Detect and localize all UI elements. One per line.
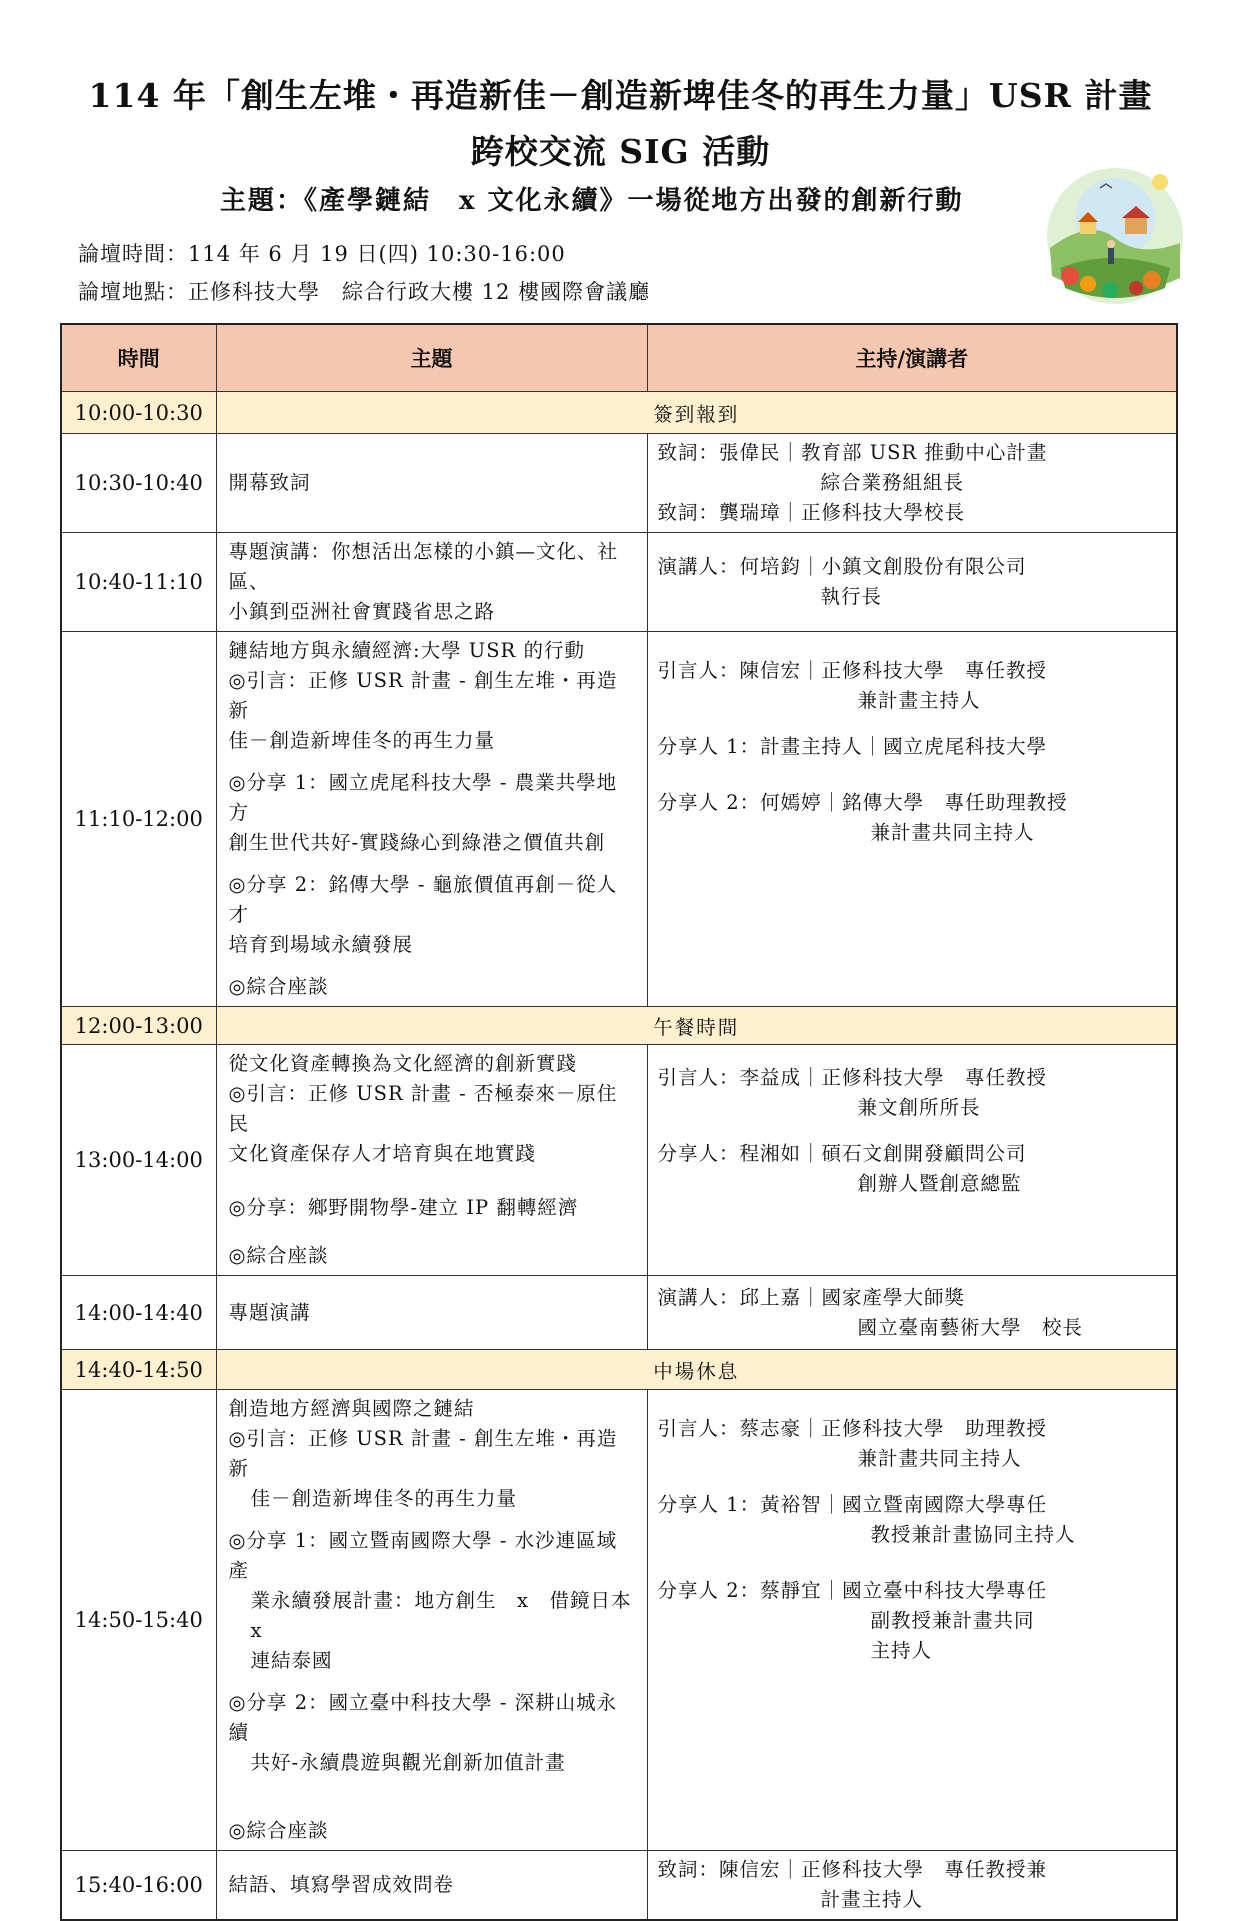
host-line: 副教授兼計畫共同 (870, 1609, 1035, 1632)
row-topic: 結語、填寫學習成效問卷 (228, 1873, 455, 1896)
host-line: 兼計畫共同主持人 (870, 821, 1035, 844)
host-line: 演講人：何培鈞｜小鎮文創股份有限公司 (657, 555, 1027, 578)
header-time: 時間 (61, 324, 216, 392)
topic-line: 從文化資產轉換為文化經濟的創新實踐 (228, 1052, 578, 1075)
row-topic: 簽到報到 (216, 392, 1177, 434)
host-line: 國立臺南藝術大學 校長 (857, 1315, 1084, 1339)
topic-line: 文化資產保存人才培育與在地實踐 (228, 1142, 537, 1165)
host-line: 創辦人暨創意總監 (857, 1172, 1022, 1195)
topic-line: ◎引言：正修 USR 計畫 - 創生左堆・再造新 (228, 669, 618, 722)
topic-line: 鏈結地方與永續經濟:大學 USR 的行動 (228, 639, 585, 662)
topic-line: ◎綜合座談 (228, 1244, 329, 1267)
topic-line: 佳－創造新埤佳冬的再生力量 (228, 729, 496, 752)
topic-line: ◎分享 1：國立虎尾科技大學 - 農業共學地方 (228, 771, 618, 824)
host-line: 分享人 1：計畫主持人｜國立虎尾科技大學 (657, 735, 1048, 758)
row-topic: 專題演講 (228, 1300, 311, 1324)
agenda-table (60, 323, 1178, 1921)
header-host: 主持/演講者 (647, 324, 1177, 392)
row-time: 14:50-15:40 (61, 1390, 216, 1851)
row-time: 10:00-10:30 (61, 392, 216, 434)
topic-line: 創造地方經濟與國際之鏈結 (228, 1397, 475, 1420)
topic-line: ◎綜合座談 (228, 1819, 329, 1842)
row-topic: 開幕致詞 (228, 471, 311, 494)
row-time: 10:40-11:10 (61, 533, 216, 632)
topic-line: 連結泰國 (250, 1649, 333, 1672)
topic-line: ◎分享：鄉野開物學-建立 IP 翻轉經濟 (228, 1196, 579, 1219)
host-line: 引言人：李益成｜正修科技大學 專任教授 (657, 1066, 1048, 1089)
topic-line: 創生世代共好-實踐綠心到綠港之價值共創 (228, 831, 606, 854)
row-topic: 午餐時間 (216, 1007, 1177, 1045)
main-title-line2: 跨校交流 SIG 活動 (470, 132, 771, 171)
forum-place: 論壇地點：正修科技大學 綜合行政大樓 12 樓國際會議廳 (78, 280, 651, 304)
host-line: 分享人：程湘如｜碩石文創開發顧問公司 (657, 1142, 1027, 1165)
topic-line: 小鎮到亞洲社會實踐省思之路 (228, 600, 496, 623)
host-line: 致詞：龔瑞璋｜正修科技大學校長 (657, 501, 966, 524)
row-time: 14:40-14:50 (61, 1350, 216, 1390)
host-line: 引言人：蔡志豪｜正修科技大學 助理教授 (657, 1417, 1048, 1440)
host-line: 演講人：邱上嘉｜國家產學大師獎 (657, 1285, 966, 1309)
row-topic: 中場休息 (216, 1350, 1177, 1390)
topic-line: 培育到場域永續發展 (228, 933, 414, 956)
main-title-line1: 114 年「創生左堆・再造新佳－創造新埤佳冬的再生力量」USR 計畫 (88, 76, 1153, 115)
topic-line: 共好-永續農遊與觀光創新加值計畫 (250, 1751, 566, 1774)
host-line: 兼文創所所長 (857, 1096, 981, 1119)
row-time: 11:10-12:00 (61, 632, 216, 1007)
host-line: 計畫主持人 (820, 1888, 924, 1911)
host-line: 分享人 1：黃裕智｜國立暨南國際大學專任 (657, 1493, 1048, 1516)
host-line: 兼計畫主持人 (857, 689, 981, 712)
row-time: 10:30-10:40 (61, 434, 216, 533)
topic-line: ◎分享 1：國立暨南國際大學 - 水沙連區域產 (228, 1529, 618, 1582)
topic-line: ◎分享 2：國立臺中科技大學 - 深耕山城永續 (228, 1691, 618, 1744)
header-topic: 主題 (216, 324, 647, 392)
host-line: 引言人：陳信宏｜正修科技大學 專任教授 (657, 659, 1048, 682)
host-line: 兼計畫共同主持人 (857, 1447, 1022, 1470)
topic-line: ◎引言：正修 USR 計畫 - 否極泰來－原住民 (228, 1082, 618, 1135)
host-line: 綜合業務組組長 (820, 471, 965, 494)
topic-line: ◎引言：正修 USR 計畫 - 創生左堆・再造新 (228, 1427, 618, 1480)
row-time: 13:00-14:00 (61, 1045, 216, 1276)
theme-title: 主題：《產學鏈結 x 文化永續》一場從地方出發的創新行動 (220, 186, 964, 216)
topic-line: ◎綜合座談 (228, 975, 329, 998)
row-time: 15:40-16:00 (61, 1851, 216, 1921)
topic-line: ◎分享 2：銘傳大學 - 龜旅價值再創－從人才 (228, 873, 618, 926)
community-farm-illustration (1040, 158, 1190, 308)
host-line: 致詞：陳信宏｜正修科技大學 專任教授兼 (657, 1858, 1048, 1881)
topic-line: 佳－創造新埤佳冬的再生力量 (250, 1487, 518, 1510)
topic-line: 業永續發展計畫：地方創生 x 借鏡日本 x (250, 1589, 653, 1642)
host-line: 主持人 (870, 1639, 933, 1662)
row-time: 12:00-13:00 (61, 1007, 216, 1045)
host-line: 致詞：張偉民｜教育部 USR 推動中心計畫 (657, 441, 1048, 464)
host-line: 教授兼計畫協同主持人 (870, 1523, 1076, 1546)
host-line: 分享人 2：何嫣婷｜銘傳大學 專任助理教授 (657, 791, 1068, 814)
topic-line: 專題演講：你想活出怎樣的小鎮—文化、社區、 (228, 540, 619, 593)
host-line: 執行長 (820, 585, 883, 608)
forum-time: 論壇時間：114 年 6 月 19 日(四) 10:30-16:00 (78, 242, 566, 266)
host-line: 分享人 2：蔡靜宜｜國立臺中科技大學專任 (657, 1579, 1048, 1602)
row-time: 14:00-14:40 (61, 1276, 216, 1350)
